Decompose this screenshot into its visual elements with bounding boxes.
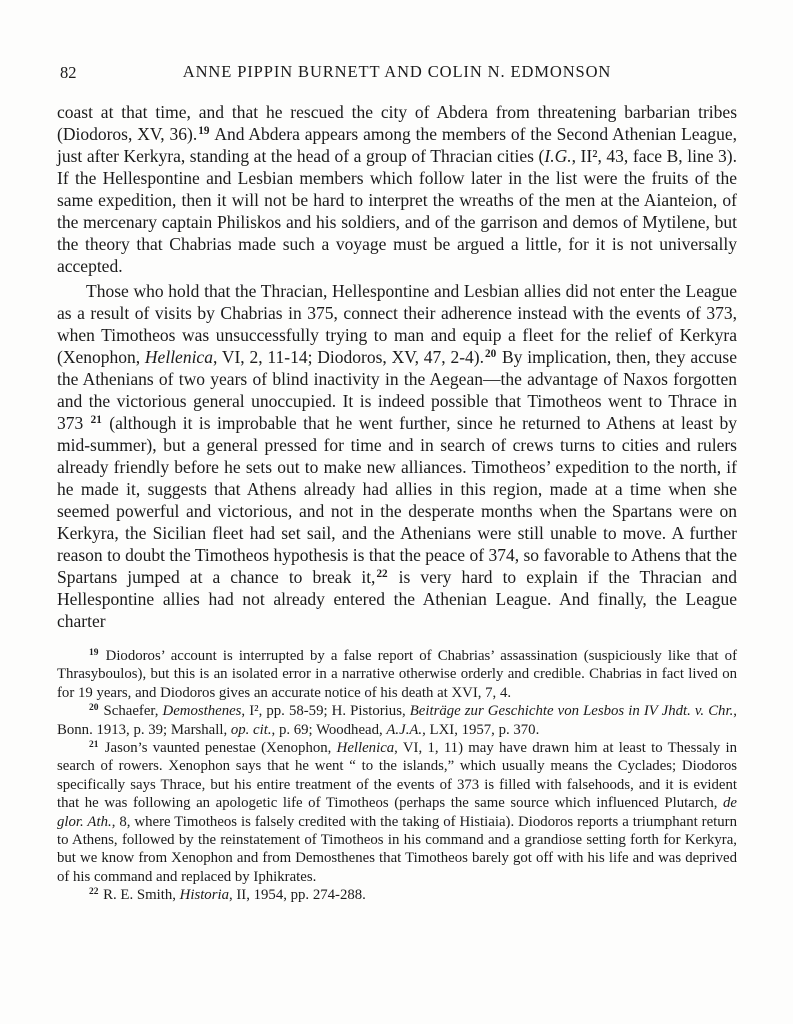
footnote-reference: 20 bbox=[89, 703, 99, 714]
page-header bbox=[57, 62, 737, 84]
text-run: coast at that time, and that he rescued the city of Abdera from threatening barbarian tribes (Diodoros, XV, 36). bbox=[57, 102, 737, 144]
text-run: , Bonn. 1913, p. 39; Marshall, bbox=[57, 703, 737, 738]
body-paragraph-2 bbox=[57, 280, 737, 632]
body-text bbox=[57, 101, 737, 632]
italic-citation: I.G. bbox=[544, 146, 572, 166]
footnote-19 bbox=[57, 647, 737, 702]
footnote-reference: 21 bbox=[90, 413, 102, 426]
italic-citation: Demosthenes bbox=[162, 703, 242, 720]
text-run: Jason’s vaunted penestae (Xenophon, bbox=[99, 740, 337, 757]
footnote-reference: 19 bbox=[89, 647, 99, 658]
text-run: , II², 43, face B, line 3). If the Hellespontine and Lesbian members which follow later in the list were the fruits of the same expedition, then it will not be hard to interpret the wreaths of the men at the Aianteion, of the mercenary captain Philiskos and his soldiers, and of the garrison and demos of Mytilene, but the theory that Chabrias made such a voyage must be argued a little, for it is not universally accepted. bbox=[57, 146, 737, 276]
text-run: , p. 69; Woodhead, bbox=[271, 721, 387, 738]
italic-citation: Hellenica bbox=[336, 740, 395, 757]
text-run: , 8, where Timotheos is falsely credited with the taking of Histiaia). Diodoros reports a triumphant return to Athens, followed by the reinstatement of Timotheos in his command and a grandiose setting forth for Kerkyra, but we know from Xenophon and from Demosthenes that Timotheos barely got off with his life and was deprived of his command and replaced by Iphikrates. bbox=[57, 813, 738, 885]
text-run: And Abdera appears among the members of the Second Athenian League, just after Kerkyra, standing at the head of a group of Thracian cities ( bbox=[57, 124, 737, 166]
italic-citation: A.J.A. bbox=[386, 721, 423, 738]
text-run: Diodoros’ account is interrupted by a false report of Chabrias’ assassination (suspiciously like that of Thrasyboulos), but this is an isolated error in a narrative otherwise orderly and credible. Chabrias in fact lived on for 19 years, and Diodoros gives an accurate notice of his death at XVI, 7, 4. bbox=[57, 648, 737, 701]
italic-citation: Historia bbox=[179, 887, 229, 904]
text-run: By implication, then, they accuse the Athenians of two years of blind inactivity in the Aegean—the advantage of Naxos forgotten and the victorious general unoccupied. It is indeed possible that Timotheos went to Thrace in 373 bbox=[57, 347, 737, 433]
text-run: (although it is improbable that he went further, since he returned to Athens at least by mid-summer), but a general pressed for time and in search of crews turns to cities and rulers already friendly before he sets out to make new alliances. Timotheos’ expedition to the north, if he made it, suggests that Athens already had allies in this region, made at a time when she seemed powerful and victorious, and not in the desperate months when the Spartans were on Kerkyra, the Sicilian fleet had set sail, and the Athenians were still unable to move. A further reason to doubt the Timotheos hypothesis is that the peace of 374, so favorable to Athens that the Spartans jumped at a chance to break it, bbox=[57, 413, 737, 587]
text-run: is very hard to explain if the Thracian and Hellespontine allies had not already entered the Athenian League. And finally, the League charter bbox=[57, 567, 737, 631]
footnote-reference: 20 bbox=[485, 347, 497, 360]
italic-citation: de glor. Ath. bbox=[57, 795, 737, 830]
text-run: R. E. Smith, bbox=[99, 887, 180, 904]
text-run: Those who hold that the Thracian, Hellespontine and Lesbian allies did not enter the League as a result of visits by Chabrias in 375, connect their adherence instead with the events of 373, when Timotheos was unsuccessfully trying to man and equip a fleet for the relief of Kerkyra (Xenophon, bbox=[57, 281, 737, 367]
footnote-reference: 22 bbox=[376, 567, 388, 580]
footnote-20 bbox=[57, 702, 737, 739]
body-paragraph-1 bbox=[57, 101, 737, 277]
footnote-reference: 19 bbox=[198, 124, 210, 137]
text-run: , VI, 1, 11) may have drawn him at least to Thessaly in search of rowers. Xenophon says that he went “ to the islands,” which usually means the Cyclades; Diodoros specifically says Thrace, but his entire treatment of the events of 373 is filled with falsehoods, and it is evident that he was following an apologetic life of Timotheos (perhaps the same source which influenced Plutarch, bbox=[57, 740, 737, 812]
text-run: , VI, 2, 11-14; Diodoros, XV, 47, 2-4). bbox=[212, 347, 484, 367]
page-number: 82 bbox=[60, 63, 77, 82]
footnote-21 bbox=[57, 739, 737, 886]
text-run: Schaefer, bbox=[99, 703, 163, 720]
italic-citation: Hellenica bbox=[144, 347, 213, 367]
text-run: , LXI, 1957, p. 370. bbox=[422, 721, 540, 738]
page-content bbox=[57, 62, 737, 905]
running-header-title: ANNE PIPPIN BURNETT AND COLIN N. EDMONSON bbox=[182, 62, 612, 81]
footnote-reference: 22 bbox=[89, 887, 99, 898]
footnotes-section bbox=[57, 647, 737, 905]
footnote-22 bbox=[57, 886, 737, 904]
italic-citation: Beiträge zur Geschichte von Lesbos in IV Jhdt. v. Chr. bbox=[409, 703, 734, 720]
italic-citation: op. cit. bbox=[230, 721, 272, 738]
text-run: , II, 1954, pp. 274-288. bbox=[228, 887, 366, 904]
text-run: , I², pp. 58-59; H. Pistorius, bbox=[241, 703, 410, 720]
footnote-reference: 21 bbox=[89, 739, 99, 750]
